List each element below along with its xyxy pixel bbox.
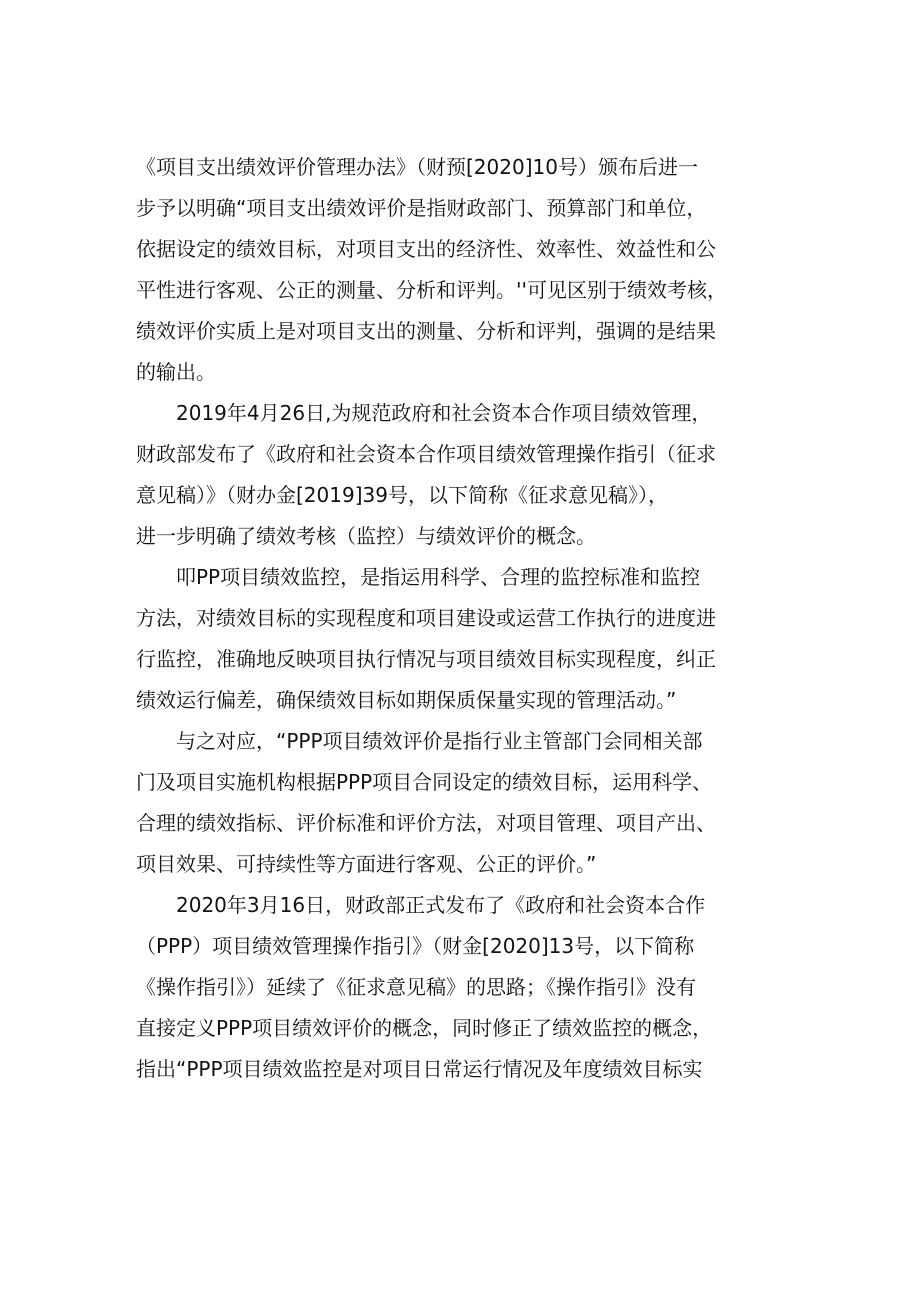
- paragraph-line: 2020年3月16日，财政部正式发布了《政府和社会资本合作: [176, 893, 706, 917]
- paragraph-line: 《操作指引》）延续了《征求意见稿》的思路；《操作指引》没有: [136, 975, 696, 999]
- paragraph-line: 绩效运行偏差，确保绩效目标如期保质保量实现的管理活动。”: [136, 688, 677, 712]
- paragraph-5: [136, 885, 776, 1090]
- paragraph-1: [136, 147, 776, 393]
- paragraph-line: 《项目支出绩效评价管理办法》（财预[2020]10号）颁布后进一: [136, 155, 698, 179]
- paragraph-line: 的输出。: [136, 360, 216, 384]
- paragraph-line: 直接定义PPP项目绩效评价的概念，同时修正了绩效监控的概念，: [136, 1016, 713, 1040]
- paragraph-line: 合理的绩效指标、评价标准和评价方法，对项目管理、项目产出、: [136, 811, 716, 835]
- paragraph-line: 依据设定的绩效目标，对项目支出的经济性、效率性、效益性和公: [136, 237, 716, 261]
- paragraph-line: 叩PP项目绩效监控，是指运用科学、合理的监控标准和监控: [176, 565, 701, 589]
- paragraph-line: 行监控，准确地反映项目执行情况与项目绩效目标实现程度，纠正: [136, 647, 716, 671]
- paragraph-line: （PPP）项目绩效管理操作指引》（财金[2020]13号，以下简称: [136, 934, 695, 958]
- paragraph-line: 指出“PPP项目绩效监控是对项目日常运行情况及年度绩效目标实: [136, 1057, 703, 1081]
- paragraph-line: 2019年4月26日,为规范政府和社会资本合作项目绩效管理，: [176, 401, 712, 425]
- document-body: [136, 147, 776, 1090]
- paragraph-line: 意见稿）》（财办金[2019]39号，以下简称《征求意见稿》），: [136, 483, 668, 507]
- paragraph-line: 平性进行客观、公正的测量、分析和评判。''可见区别于绩效考核，: [136, 278, 727, 302]
- paragraph-3: [136, 557, 776, 721]
- paragraph-line: 方法，对绩效目标的实现程度和项目建设或运营工作执行的进度进: [136, 606, 716, 630]
- paragraph-4: [136, 721, 776, 885]
- paragraph-line: 步予以明确“项目支出绩效评价是指财政部门、预算部门和单位，: [136, 196, 707, 220]
- paragraph-line: 进一步明确了绩效考核（监控）与绩效评价的概念。: [136, 524, 596, 548]
- paragraph-line: 与之对应，“PPP项目绩效评价是指行业主管部门会同相关部: [176, 729, 703, 753]
- paragraph-line: 绩效评价实质上是对项目支出的测量、分析和评判，强调的是结果: [136, 319, 716, 343]
- paragraph-line: 财政部发布了《政府和社会资本合作项目绩效管理操作指引（征求: [136, 442, 716, 466]
- paragraph-2: [136, 393, 776, 557]
- paragraph-line: 门及项目实施机构根据PPP项目合同设定的绩效目标，运用科学、: [136, 770, 713, 794]
- paragraph-line: 项目效果、可持续性等方面进行客观、公正的评价。”: [136, 852, 597, 876]
